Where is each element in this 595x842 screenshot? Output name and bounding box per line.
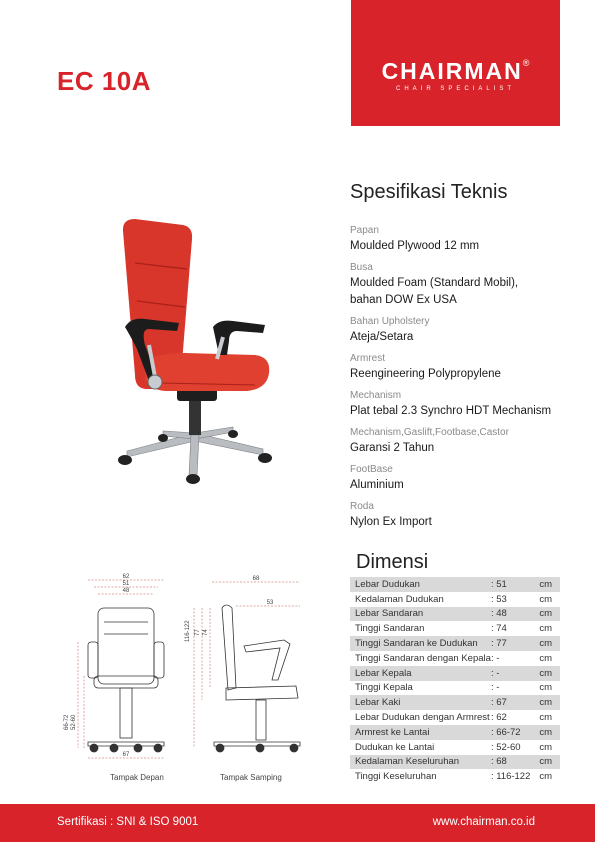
model-title: EC 10A [57,66,152,96]
spec-value: bahan DOW Ex USA [350,294,457,306]
table-row [350,681,560,696]
dim-label: Kedalaman Dudukan [355,593,444,605]
chair-photo [105,205,285,495]
dim-value: : 68 [491,755,539,770]
dim-label: Lebar Kepala [350,666,491,681]
website-link[interactable]: www.chairman.co.id [432,816,535,828]
spec-item [350,389,580,420]
spec-label: Mechanism,Gaslift,Footbase,Castor [350,427,509,438]
front-view-drawing [88,608,164,752]
spec-item [350,352,580,383]
table-row [350,651,560,666]
dim-value: : - [491,666,539,681]
spec-label: FootBase [350,464,393,475]
spec-title: Spesifikasi Teknis [350,181,508,203]
table-row [350,755,560,770]
dim-label: Kedalaman Keseluruhan [350,755,491,770]
table-row [350,725,560,740]
brand-tagline: CHAIR SPECIALIST [395,86,515,92]
spec-label: Busa [350,262,373,273]
spec-list [350,224,580,537]
spec-label: Mechanism [350,390,402,401]
spec-item [350,315,580,346]
spec-label: Roda [350,501,374,512]
dim-value: : - [490,652,500,664]
spec-label: Papan [350,225,379,236]
dim-label: Lebar Sandaran [350,607,491,622]
dim-label: Tinggi Sandaran dengan Kepala [355,652,491,664]
side-dim-mid: 53 [266,600,274,606]
dim-unit: cm [539,712,552,724]
table-row [350,607,560,622]
dimension-title: Dimensi [356,551,429,573]
dim-unit: cm [539,652,552,664]
side-view-caption: Tampak Samping [220,773,282,782]
dim-value: : 66-72 [491,725,539,740]
dim-value: : 53 [490,593,507,605]
spec-value: Aluminium [350,479,404,491]
spec-value: Garansi 2 Tahun [350,442,435,454]
spec-item [350,463,580,494]
brand-logo [351,0,560,126]
spec-label: Bahan Upholstery [350,316,430,327]
registered-mark: ® [522,58,530,68]
side-dim-top: 68 [252,576,260,582]
front-dim-top2: 51 [122,581,130,587]
dim-value: : 52-60 [490,741,521,753]
table-row [350,740,560,755]
dim-label: Lebar Dudukan [350,577,491,592]
dim-label: Lebar Dudukan dengan Armrest [355,712,490,724]
front-dim-bottom: 67 [122,752,130,758]
front-dim-side2: 52-60 [71,714,77,730]
side-view-dims [194,582,300,748]
dim-unit: cm [539,741,552,753]
footer-bar [0,804,595,842]
front-dim-top3: 48 [122,588,130,594]
dim-unit: cm [539,695,560,710]
spec-value: Ateja/Setara [350,331,414,343]
front-view-caption: Tampak Depan [110,773,164,782]
front-dim-side1: 66-72 [64,714,70,730]
dim-value: : 62 [490,712,507,724]
dim-unit: cm [539,771,552,783]
dim-label: Tinggi Sandaran [355,623,425,635]
side-dim-h2: 77 [195,629,201,636]
dim-unit: cm [539,577,560,592]
table-row [350,695,560,710]
front-view-dims [78,580,164,758]
dim-unit: cm [539,666,560,681]
spec-item [350,224,580,255]
spec-label: Armrest [350,353,385,364]
dim-value: : 48 [491,607,539,622]
dim-label: Armrest ke Lantai [350,725,491,740]
table-row [350,592,560,607]
table-row [350,666,560,681]
dim-value: : 67 [491,695,539,710]
side-view-drawing [214,605,300,752]
dim-value: : - [490,682,500,694]
dim-unit: cm [539,725,560,740]
spec-value: Plat tebal 2.3 Synchro HDT Mechanism [350,405,552,417]
certification-text: Sertifikasi : SNI & ISO 9001 [57,816,199,828]
brand-name: CHAIRMAN [381,58,523,84]
table-row [350,621,560,636]
side-dim-h1: 116-122 [185,620,191,642]
dim-value: : 74 [490,623,507,635]
dim-unit: cm [539,682,552,694]
dim-label: Lebar Kaki [350,695,491,710]
dimension-table [350,577,560,784]
table-row [350,636,560,651]
dim-label: Tinggi Kepala [355,682,413,694]
spec-value: Moulded Foam (Standard Mobil), [350,277,519,289]
dim-label: Dudukan ke Lantai [355,741,435,753]
dim-unit: cm [539,636,560,651]
dim-value: : 116-122 [490,771,531,783]
spec-item [350,426,580,457]
dim-unit: cm [539,593,552,605]
spec-value: Moulded Plywood 12 mm [350,240,480,252]
dim-value: : 51 [491,577,539,592]
table-row [350,710,560,725]
dim-label: Tinggi Keseluruhan [355,771,437,783]
spec-item [350,261,580,309]
dim-unit: cm [539,623,552,635]
dim-value: : 77 [491,636,539,651]
table-row [350,577,560,592]
dimension-drawings [60,570,330,790]
side-dim-h3: 74 [203,629,209,636]
dim-label: Tinggi Sandaran ke Dudukan [350,636,491,651]
dim-unit: cm [539,755,560,770]
dim-unit: cm [539,607,560,622]
front-dim-top1: 62 [122,574,130,580]
spec-value: Reengineering Polypropylene [350,368,501,380]
spec-value: Nylon Ex Import [350,516,432,528]
spec-item [350,500,580,531]
table-row [350,769,560,784]
